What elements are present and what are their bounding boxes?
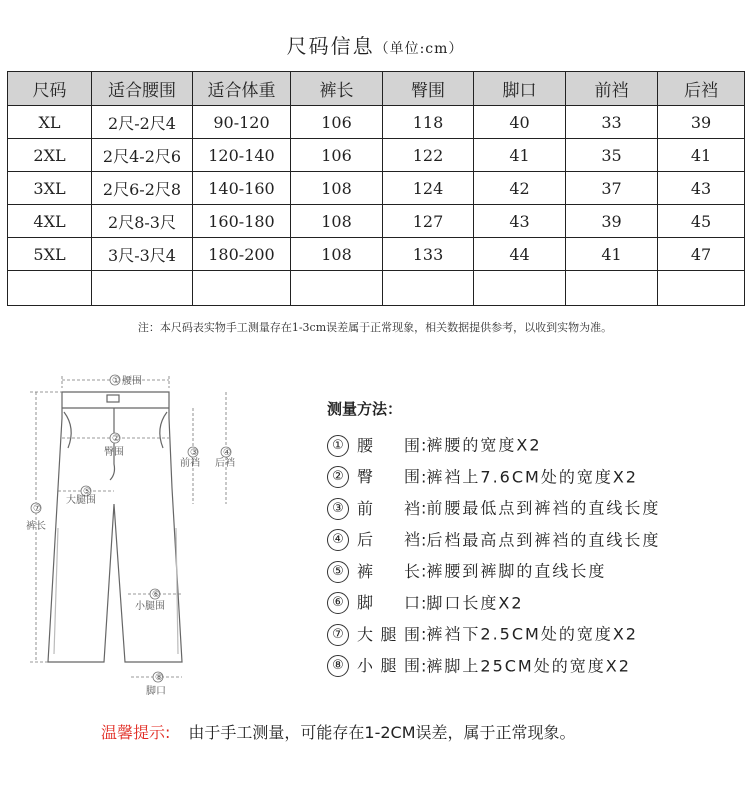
method-number: ⑧ bbox=[327, 655, 349, 677]
header-cell-weight: 适合体重 bbox=[193, 72, 291, 106]
tip-label: 温馨提示: bbox=[101, 723, 171, 742]
table-cell: 120-140 bbox=[193, 139, 291, 172]
table-cell: 45 bbox=[658, 205, 745, 238]
method-item: ③ 前裆:前腰最低点到裤裆的直线长度 bbox=[327, 496, 660, 528]
table-cell: 43 bbox=[474, 205, 566, 238]
pants-outline bbox=[48, 392, 182, 662]
table-cell: 41 bbox=[474, 139, 566, 172]
method-number: ② bbox=[327, 466, 349, 488]
table-header-row bbox=[8, 72, 745, 106]
table-cell: 3XL bbox=[8, 172, 92, 205]
table-row bbox=[8, 106, 745, 139]
method-item: ② 臀围:裤裆上7.6CM处的宽度X2 bbox=[327, 465, 660, 497]
method-name: 腰围 bbox=[357, 435, 421, 455]
method-number: ③ bbox=[327, 498, 349, 520]
label-waist: 腰围 bbox=[122, 376, 142, 387]
table-cell: 2尺-2尺4 bbox=[92, 106, 193, 139]
label-calf: 小腿围 bbox=[135, 601, 165, 612]
table-row bbox=[8, 205, 745, 238]
table-cell: 41 bbox=[658, 139, 745, 172]
table-cell: 2尺8-3尺 bbox=[92, 205, 193, 238]
method-number: ⑤ bbox=[327, 561, 349, 583]
label-length: 裤长 bbox=[26, 521, 46, 532]
table-cell-empty bbox=[291, 271, 383, 306]
table-cell: 47 bbox=[658, 238, 745, 271]
num-hip: ② bbox=[112, 434, 121, 444]
label-back-rise: 后裆 bbox=[215, 458, 235, 469]
table-cell: XL bbox=[8, 106, 92, 139]
method-item: ① 腰围:裤腰的宽度X2 bbox=[327, 433, 660, 465]
table-cell-empty bbox=[566, 271, 658, 306]
num-calf: ⑥ bbox=[152, 590, 161, 600]
warm-tip bbox=[101, 720, 576, 743]
table-cell: 41 bbox=[566, 238, 658, 271]
table-cell: 39 bbox=[658, 106, 745, 139]
table-cell: 3尺-3尺4 bbox=[92, 238, 193, 271]
table-cell-empty bbox=[474, 271, 566, 306]
method-desc: 裤裆上7.6CM处的宽度X2 bbox=[426, 467, 638, 486]
method-name: 裤长 bbox=[357, 561, 421, 581]
table-cell: 43 bbox=[658, 172, 745, 205]
table-cell: 108 bbox=[291, 205, 383, 238]
table-cell: 108 bbox=[291, 172, 383, 205]
table-cell: 44 bbox=[474, 238, 566, 271]
table-cell: 160-180 bbox=[193, 205, 291, 238]
table-cell: 35 bbox=[566, 139, 658, 172]
label-thigh: 大腿围 bbox=[66, 495, 96, 506]
table-cell: 122 bbox=[383, 139, 474, 172]
num-waist: ① bbox=[112, 376, 121, 386]
table-cell: 39 bbox=[566, 205, 658, 238]
table-row bbox=[8, 172, 745, 205]
unit-text: （单位:cm） bbox=[374, 41, 464, 57]
table-cell: 180-200 bbox=[193, 238, 291, 271]
title-text: 尺码信息 bbox=[286, 34, 375, 58]
label-hem: 脚口 bbox=[146, 686, 166, 697]
table-cell-empty bbox=[193, 271, 291, 306]
pants-diagram bbox=[18, 368, 258, 703]
num-length: ⑦ bbox=[33, 504, 42, 514]
table-row bbox=[8, 238, 745, 271]
table-cell-empty bbox=[92, 271, 193, 306]
method-title: 测量方法： bbox=[327, 400, 403, 418]
table-cell: 5XL bbox=[8, 238, 92, 271]
header-cell-length: 裤长 bbox=[291, 72, 383, 106]
method-desc: 后档最高点到裤裆的直线长度 bbox=[426, 530, 661, 549]
table-cell: 124 bbox=[383, 172, 474, 205]
method-desc: 裤裆下2.5CM处的宽度X2 bbox=[426, 624, 638, 644]
method-name: 小腿围 bbox=[357, 656, 421, 675]
label-front-rise: 前裆 bbox=[180, 458, 200, 469]
method-name: 大腿围 bbox=[357, 624, 421, 644]
method-item: ⑤ 裤长:裤腰到裤脚的直线长度 bbox=[327, 559, 660, 591]
method-desc: 前腰最低点到裤裆的直线长度 bbox=[426, 498, 661, 518]
table-cell: 106 bbox=[291, 139, 383, 172]
num-back-rise: ④ bbox=[223, 448, 232, 458]
header-cell-hem: 脚口 bbox=[474, 72, 566, 106]
table-cell: 37 bbox=[566, 172, 658, 205]
method-name: 前裆 bbox=[357, 498, 421, 518]
table-cell: 33 bbox=[566, 106, 658, 139]
measurement-method bbox=[327, 398, 660, 685]
page-title bbox=[0, 30, 750, 59]
table-cell: 40 bbox=[474, 106, 566, 139]
table-cell: 118 bbox=[383, 106, 474, 139]
method-item: ⑧ 小腿围:裤脚上25CM处的宽度X2 bbox=[327, 654, 660, 686]
num-front-rise: ③ bbox=[190, 448, 199, 458]
header-cell-hip: 臀围 bbox=[383, 72, 474, 106]
method-item: ⑦ 大腿围:裤裆下2.5CM处的宽度X2 bbox=[327, 622, 660, 654]
method-number: ⑥ bbox=[327, 592, 349, 614]
header-cell-size: 尺码 bbox=[8, 72, 92, 106]
method-desc: 裤腰的宽度X2 bbox=[426, 435, 542, 455]
table-cell: 127 bbox=[383, 205, 474, 238]
method-number: ① bbox=[327, 435, 349, 457]
table-cell-empty bbox=[383, 271, 474, 306]
num-thigh: ⑤ bbox=[83, 487, 92, 497]
method-list bbox=[327, 433, 660, 685]
table-cell-empty bbox=[658, 271, 745, 306]
table-cell: 42 bbox=[474, 172, 566, 205]
table-cell-empty bbox=[8, 271, 92, 306]
method-desc: 裤腰到裤脚的直线长度 bbox=[426, 561, 607, 581]
table-cell: 140-160 bbox=[193, 172, 291, 205]
method-number: ⑦ bbox=[327, 624, 349, 646]
method-name: 脚口 bbox=[357, 593, 421, 612]
num-hem: ⑧ bbox=[155, 673, 164, 683]
header-cell-back-rise: 后裆 bbox=[658, 72, 745, 106]
table-cell: 90-120 bbox=[193, 106, 291, 139]
measurement-note: 注：本尺码表实物手工测量存在1-3cm误差属于正常现象，相关数据提供参考，以收到实物为准。 bbox=[137, 321, 613, 334]
table-row bbox=[8, 139, 745, 172]
label-hip: 臀围 bbox=[104, 447, 124, 458]
table-cell: 2尺6-2尺8 bbox=[92, 172, 193, 205]
table-cell: 2XL bbox=[8, 139, 92, 172]
table-cell: 4XL bbox=[8, 205, 92, 238]
method-name: 臀围 bbox=[357, 467, 421, 486]
table-row-empty bbox=[8, 271, 745, 306]
method-item: ④ 后裆:后档最高点到裤裆的直线长度 bbox=[327, 528, 660, 560]
method-desc: 裤脚上25CM处的宽度X2 bbox=[426, 656, 631, 675]
method-number: ④ bbox=[327, 529, 349, 551]
table-cell: 133 bbox=[383, 238, 474, 271]
size-table bbox=[7, 71, 745, 306]
tip-text: 由于手工测量，可能存在1-2CM误差，属于正常现象。 bbox=[188, 723, 576, 742]
table-cell: 2尺4-2尺6 bbox=[92, 139, 193, 172]
method-item: ⑥ 脚口:脚口长度X2 bbox=[327, 591, 660, 623]
method-desc: 脚口长度X2 bbox=[426, 593, 524, 612]
method-name: 后裆 bbox=[357, 530, 421, 549]
header-cell-waist: 适合腰围 bbox=[92, 72, 193, 106]
table-cell: 106 bbox=[291, 106, 383, 139]
table-cell: 108 bbox=[291, 238, 383, 271]
header-cell-front-rise: 前裆 bbox=[566, 72, 658, 106]
